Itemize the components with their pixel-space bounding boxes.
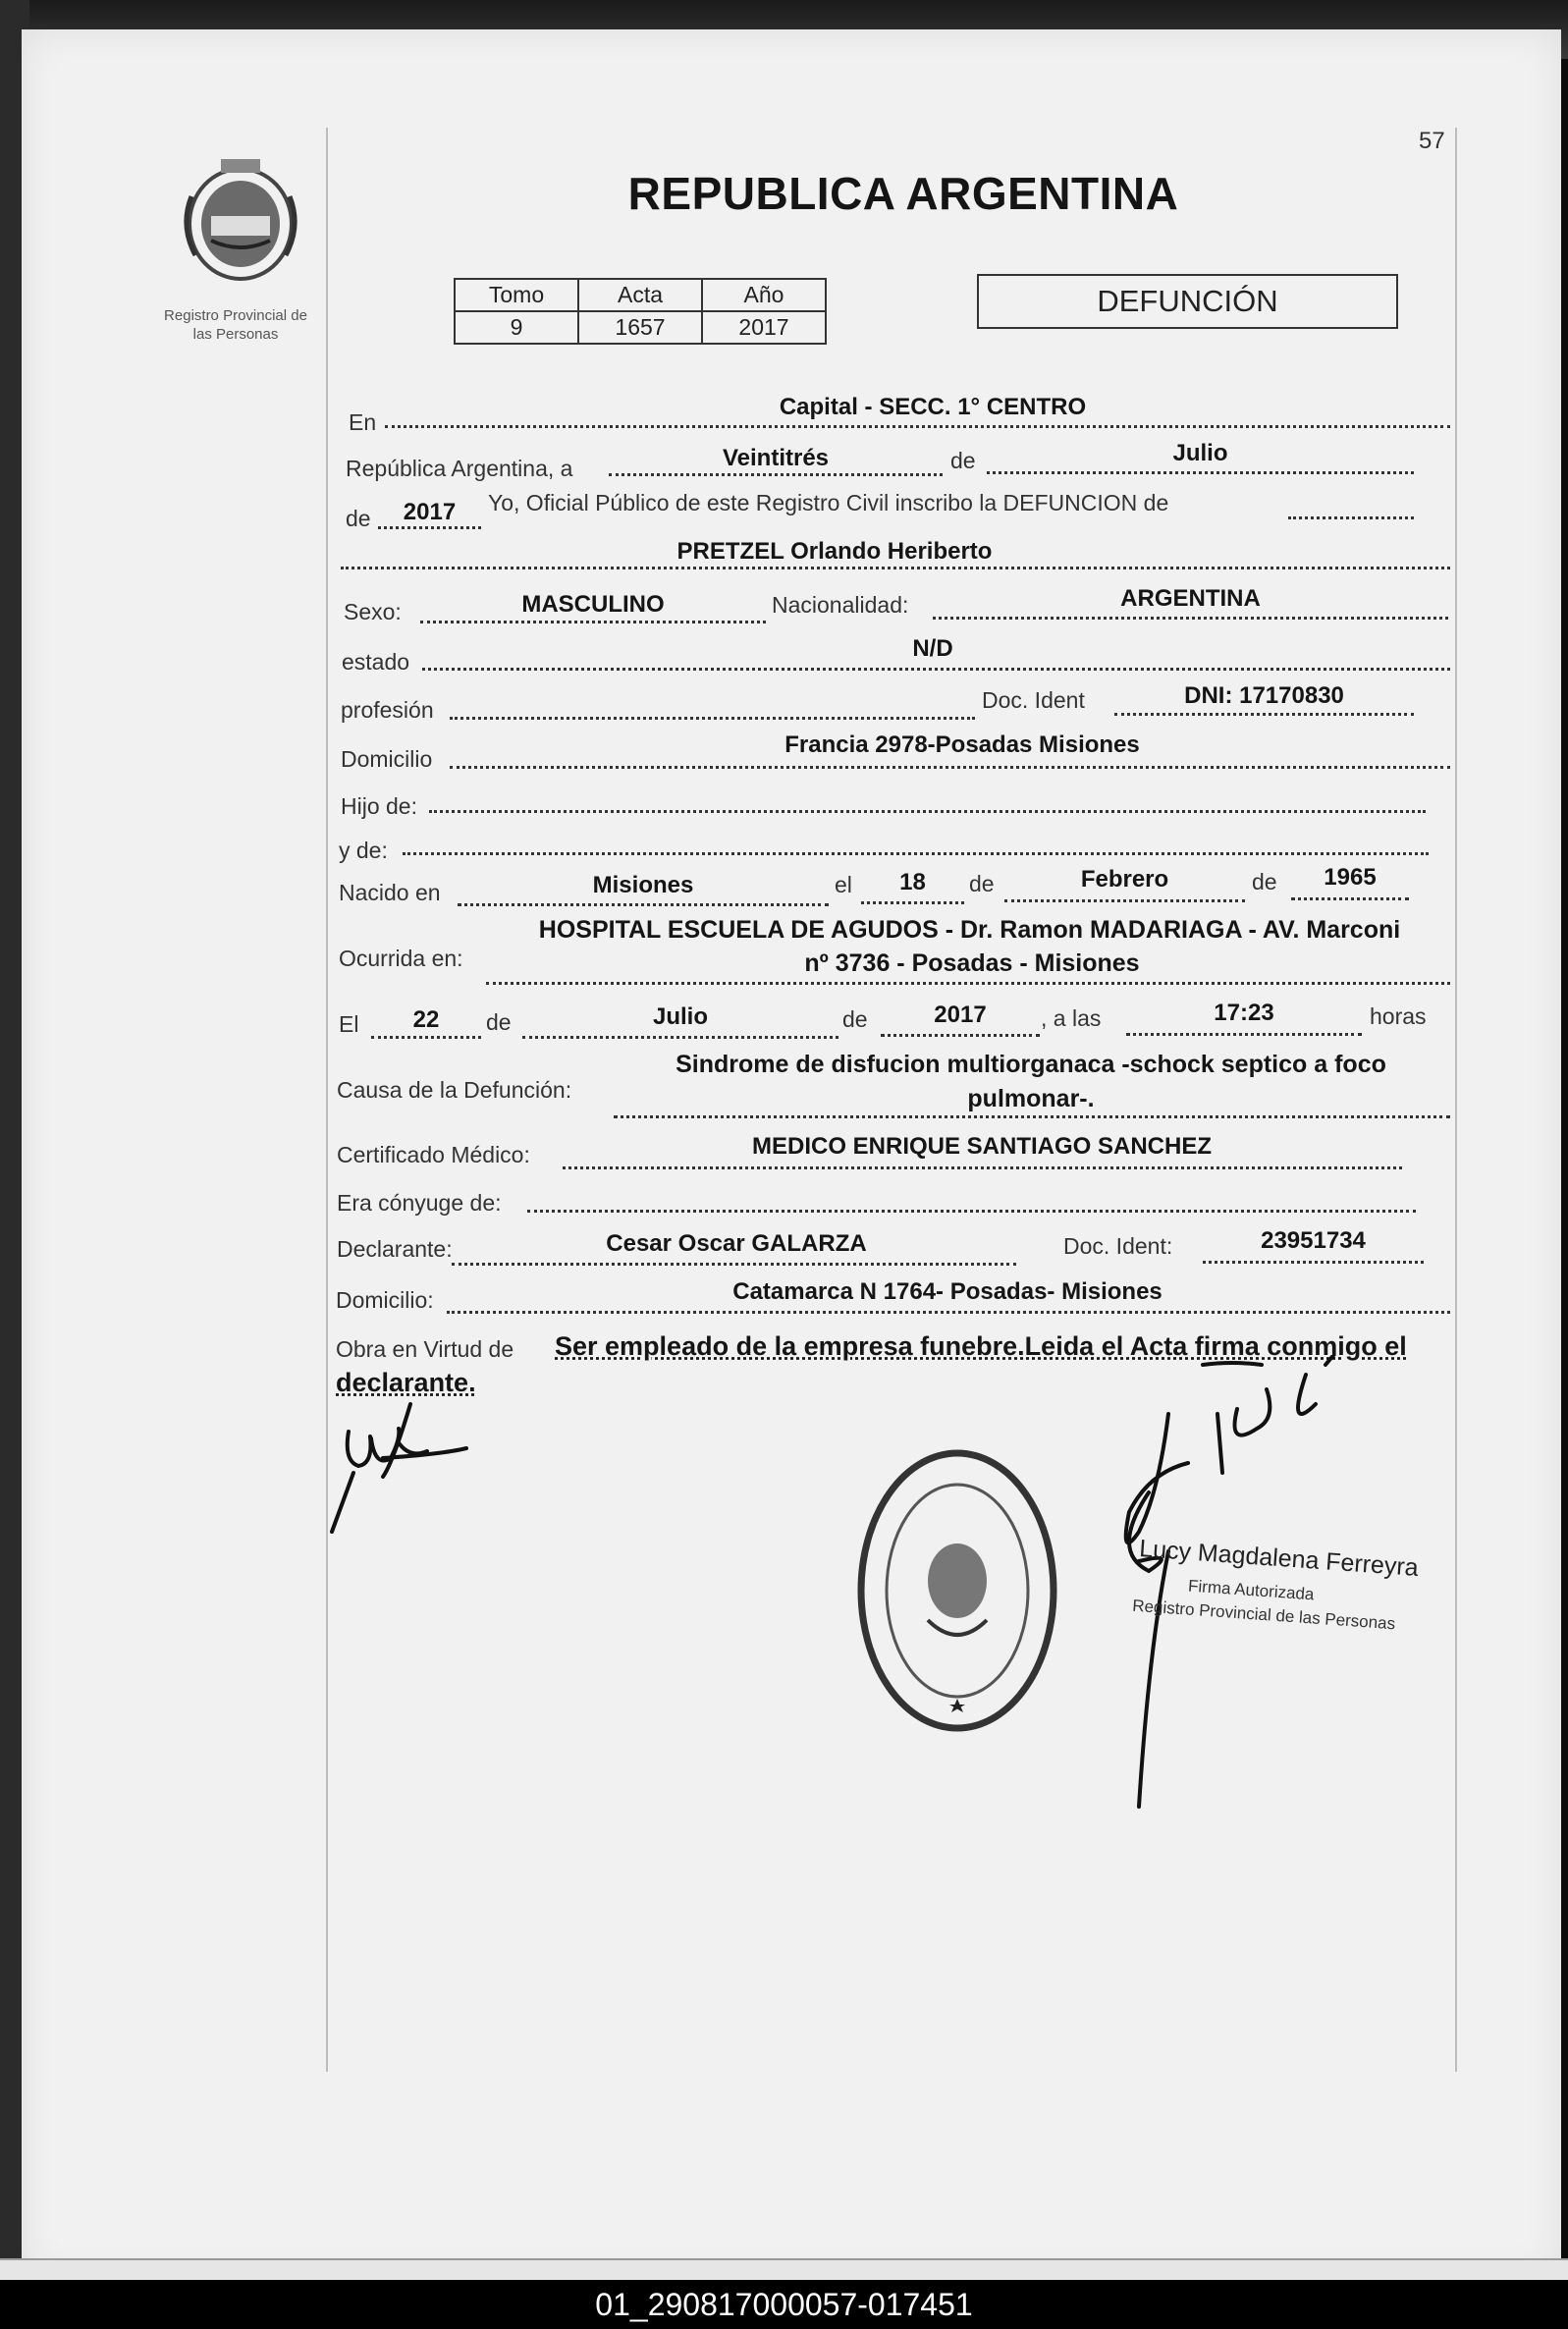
profesion-label: profesión bbox=[341, 697, 434, 723]
dotted-line bbox=[527, 1210, 1416, 1213]
year-value: 2017 bbox=[403, 499, 457, 525]
death-day-value: 22 bbox=[412, 1006, 440, 1033]
cause-line1: Sindrome de disfucion multiorganaca -schock septico a foco bbox=[676, 1051, 1386, 1078]
el-label: El bbox=[339, 1011, 359, 1037]
dotted-line bbox=[987, 471, 1414, 474]
dotted-line bbox=[378, 526, 481, 529]
emblem-caption bbox=[133, 306, 339, 344]
de-label: de bbox=[346, 506, 371, 531]
dotted-line bbox=[341, 567, 1450, 569]
emblem-caption-line: las Personas bbox=[192, 326, 279, 343]
dotted-line bbox=[1114, 713, 1414, 716]
place-of-death-line1: HOSPITAL ESCUELA DE AGUDOS - Dr. Ramon MADARIAGA - AV. Marconi bbox=[538, 916, 1401, 944]
domicilio-label: Domicilio bbox=[341, 746, 433, 772]
a-las-label: , a las bbox=[1041, 1005, 1102, 1031]
official-name: Lucy Magdalena Ferreyra bbox=[1138, 1535, 1420, 1582]
nacionalidad-value: ARGENTINA bbox=[1120, 585, 1261, 612]
de-label: de bbox=[1252, 869, 1277, 894]
dotted-line bbox=[563, 1166, 1402, 1169]
estado-label: estado bbox=[342, 649, 410, 675]
declarante-label: Declarante: bbox=[337, 1236, 453, 1262]
anio-header: Año bbox=[702, 279, 826, 311]
right-margin-line bbox=[1455, 128, 1457, 2072]
dotted-line bbox=[486, 982, 1450, 985]
deceased-name: PRETZEL Orlando Heriberto bbox=[676, 538, 993, 565]
official-seal-icon bbox=[844, 1434, 1080, 1748]
dotted-line bbox=[609, 473, 943, 476]
tomo-value: 9 bbox=[455, 311, 578, 344]
nacido-label: Nacido en bbox=[339, 880, 441, 905]
dotted-line bbox=[450, 766, 1450, 769]
conyuge-label: Era cónyuge de: bbox=[337, 1190, 502, 1216]
el-label: el bbox=[835, 872, 852, 897]
left-margin-line bbox=[326, 128, 328, 2072]
doc-ident-value: DNI: 17170830 bbox=[1184, 682, 1344, 709]
en-label: En bbox=[349, 409, 377, 435]
dotted-line bbox=[1126, 1033, 1362, 1036]
anio-value: 2017 bbox=[702, 311, 826, 344]
dotted-line bbox=[861, 901, 964, 904]
month-value: Julio bbox=[1172, 440, 1228, 466]
declarant-signature-icon bbox=[324, 1384, 481, 1542]
page-title: REPUBLICA ARGENTINA bbox=[627, 168, 1179, 219]
domicilio-value: Francia 2978-Posadas Misiones bbox=[784, 731, 1140, 758]
dotted-line bbox=[371, 1036, 481, 1039]
dotted-line bbox=[1203, 1261, 1424, 1264]
registry-table bbox=[454, 278, 827, 345]
cause-line2: pulmonar-. bbox=[967, 1085, 1095, 1112]
acta-header: Acta bbox=[578, 279, 702, 311]
day-text-value: Veintitrés bbox=[722, 445, 830, 471]
tomo-header: Tomo bbox=[455, 279, 578, 311]
decl-doc-label: Doc. Ident: bbox=[1063, 1233, 1173, 1259]
dotted-line bbox=[447, 1311, 1450, 1314]
dotted-line bbox=[881, 1034, 1040, 1037]
dotted-line bbox=[1291, 897, 1409, 900]
ocurrida-label: Ocurrida en: bbox=[339, 946, 463, 971]
page-number: 57 bbox=[1419, 128, 1445, 154]
certificado-label: Certificado Médico: bbox=[337, 1142, 530, 1167]
de-label: de bbox=[486, 1009, 512, 1035]
dotted-line bbox=[1004, 899, 1245, 902]
dotted-line bbox=[614, 1115, 1450, 1118]
de-label: de bbox=[842, 1006, 868, 1032]
sexo-value: MASCULINO bbox=[521, 591, 665, 618]
doc-ident-label: Doc. Ident bbox=[982, 687, 1085, 713]
obra-line2: declarante. bbox=[336, 1368, 476, 1397]
birth-year-value: 1965 bbox=[1324, 864, 1377, 891]
dotted-line bbox=[403, 852, 1429, 855]
place-of-death-line2: nº 3736 - Posadas - Misiones bbox=[804, 949, 1140, 977]
dotted-line bbox=[452, 1263, 1016, 1266]
hijo-label: Hijo de: bbox=[341, 793, 417, 819]
sexo-label: Sexo: bbox=[344, 599, 402, 624]
document-id-footer: 01_290817000057-017451 bbox=[0, 2280, 1568, 2329]
birth-month-value: Febrero bbox=[1080, 866, 1169, 893]
death-month-value: Julio bbox=[652, 1003, 708, 1030]
decl-domicilio-label: Domicilio: bbox=[336, 1287, 434, 1313]
province-emblem-icon bbox=[172, 157, 309, 285]
acta-value: 1657 bbox=[578, 311, 702, 344]
officer-statement: Yo, Oficial Público de este Registro Civil inscribo la DEFUNCION de bbox=[488, 490, 1169, 515]
official-office: Registro Provincial de las Personas bbox=[1131, 1596, 1396, 1634]
de-label: de bbox=[969, 871, 995, 896]
document-type-box: DEFUNCIÓN bbox=[977, 274, 1398, 329]
certificado-value: MEDICO ENRIQUE SANTIAGO SANCHEZ bbox=[751, 1133, 1213, 1160]
nacionalidad-label: Nacionalidad: bbox=[772, 592, 909, 618]
declarante-value: Cesar Oscar GALARZA bbox=[606, 1230, 867, 1257]
dotted-line bbox=[450, 717, 975, 720]
causa-label: Causa de la Defunción: bbox=[337, 1077, 572, 1103]
official-role: Firma Autorizada bbox=[1187, 1576, 1316, 1604]
birthplace-value: Misiones bbox=[592, 872, 694, 898]
dotted-line bbox=[458, 903, 829, 906]
republica-label: República Argentina, a bbox=[346, 456, 573, 481]
dotted-line bbox=[422, 668, 1450, 671]
death-time-value: 17:23 bbox=[1214, 1000, 1274, 1026]
decl-doc-value: 23951734 bbox=[1261, 1227, 1366, 1254]
obra-label: Obra en Virtud de bbox=[336, 1336, 514, 1362]
horas-label: horas bbox=[1370, 1003, 1427, 1029]
dotted-line bbox=[429, 810, 1426, 813]
birth-day-value: 18 bbox=[899, 869, 926, 895]
dotted-line bbox=[933, 617, 1448, 620]
decl-domicilio-value: Catamarca N 1764- Posadas- Misiones bbox=[732, 1278, 1162, 1305]
obra-line1: Ser empleado de la empresa funebre.Leida el Acta firma conmigo el bbox=[555, 1331, 1407, 1361]
location-value: Capital - SECC. 1° CENTRO bbox=[779, 394, 1087, 420]
dotted-line bbox=[522, 1036, 838, 1039]
dotted-line bbox=[1288, 516, 1414, 519]
death-year-value: 2017 bbox=[934, 1002, 987, 1028]
y-de-label: y de: bbox=[339, 838, 388, 863]
dotted-line bbox=[420, 621, 766, 623]
dotted-line bbox=[385, 425, 1450, 428]
de-label: de bbox=[950, 448, 976, 473]
estado-value: N/D bbox=[912, 635, 953, 662]
next-page-edge bbox=[0, 2258, 1568, 2280]
emblem-caption-line: Registro Provincial de bbox=[164, 307, 307, 324]
